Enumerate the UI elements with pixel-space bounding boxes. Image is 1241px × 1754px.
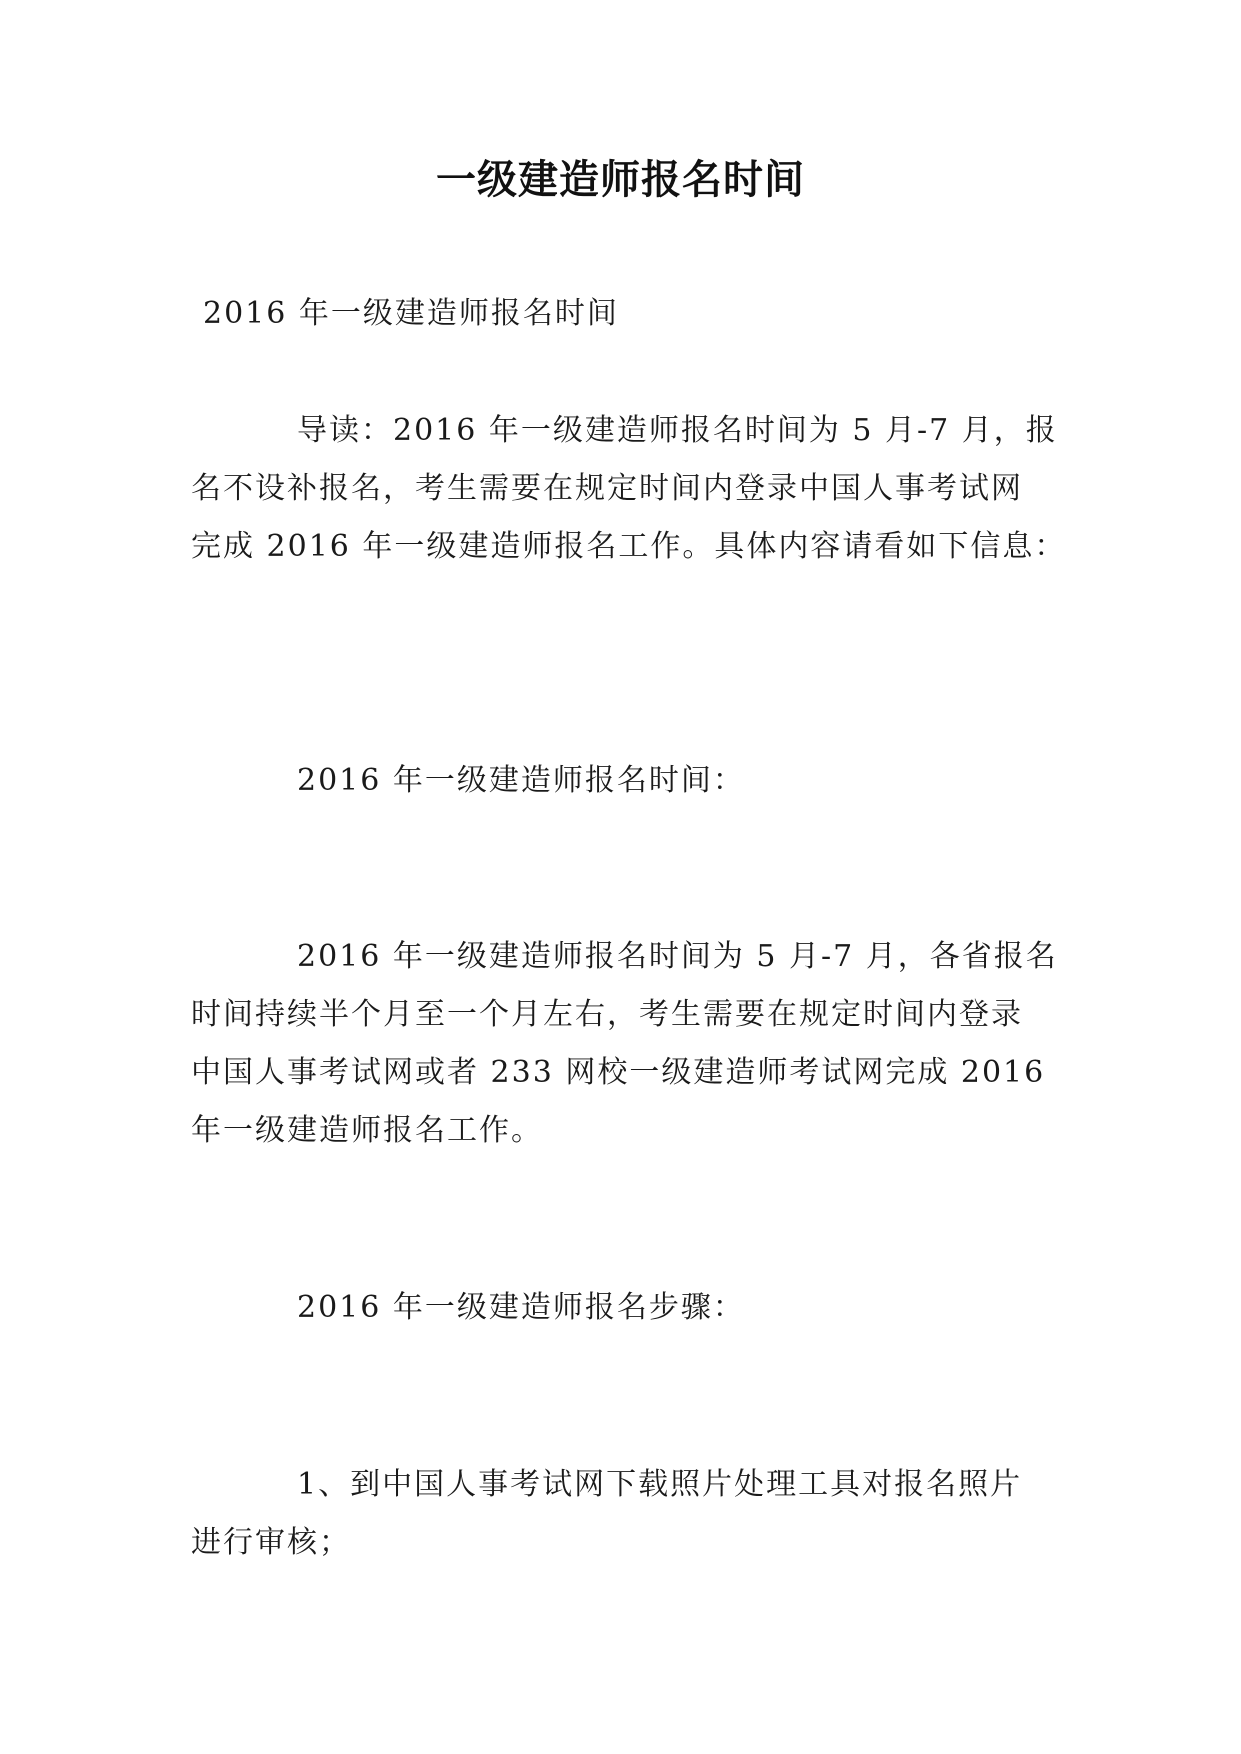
heading-steps-text: 2016 年一级建造师报名步骤：	[297, 1290, 745, 1325]
time-line-4: 年一级建造师报名工作。	[191, 1113, 543, 1148]
subtitle-line: 2016 年一级建造师报名时间	[203, 296, 619, 331]
heading-time-text: 2016 年一级建造师报名时间：	[297, 763, 745, 798]
step-1-line-2: 进行审核；	[191, 1525, 351, 1560]
time-line-1: 2016 年一级建造师报名时间为 5 月-7 月，各省报名	[297, 939, 1058, 974]
time-paragraph	[191, 928, 1059, 1160]
step-1-paragraph	[191, 1456, 1059, 1572]
time-line-3: 中国人事考试网或者 233 网校一级建造师考试网完成 2016	[191, 1055, 1046, 1090]
intro-line-2: 名不设补报名，考生需要在规定时间内登录中国人事考试网	[191, 471, 1023, 506]
document-title: 一级建造师报名时间	[436, 157, 805, 203]
step-1-line-1: 1、到中国人事考试网下载照片处理工具对报名照片	[297, 1467, 1023, 1502]
intro-paragraph	[191, 402, 1067, 576]
document-subtitle	[203, 285, 1071, 343]
intro-line-1: 导读：2016 年一级建造师报名时间为 5 月-7 月，报	[297, 413, 1058, 448]
time-line-2: 时间持续半个月至一个月左右，考生需要在规定时间内登录	[191, 997, 1023, 1032]
section-heading-steps	[191, 1279, 1059, 1337]
section-heading-time	[191, 752, 1059, 810]
intro-line-3: 完成 2016 年一级建造师报名工作。具体内容请看如下信息：	[191, 529, 1067, 564]
